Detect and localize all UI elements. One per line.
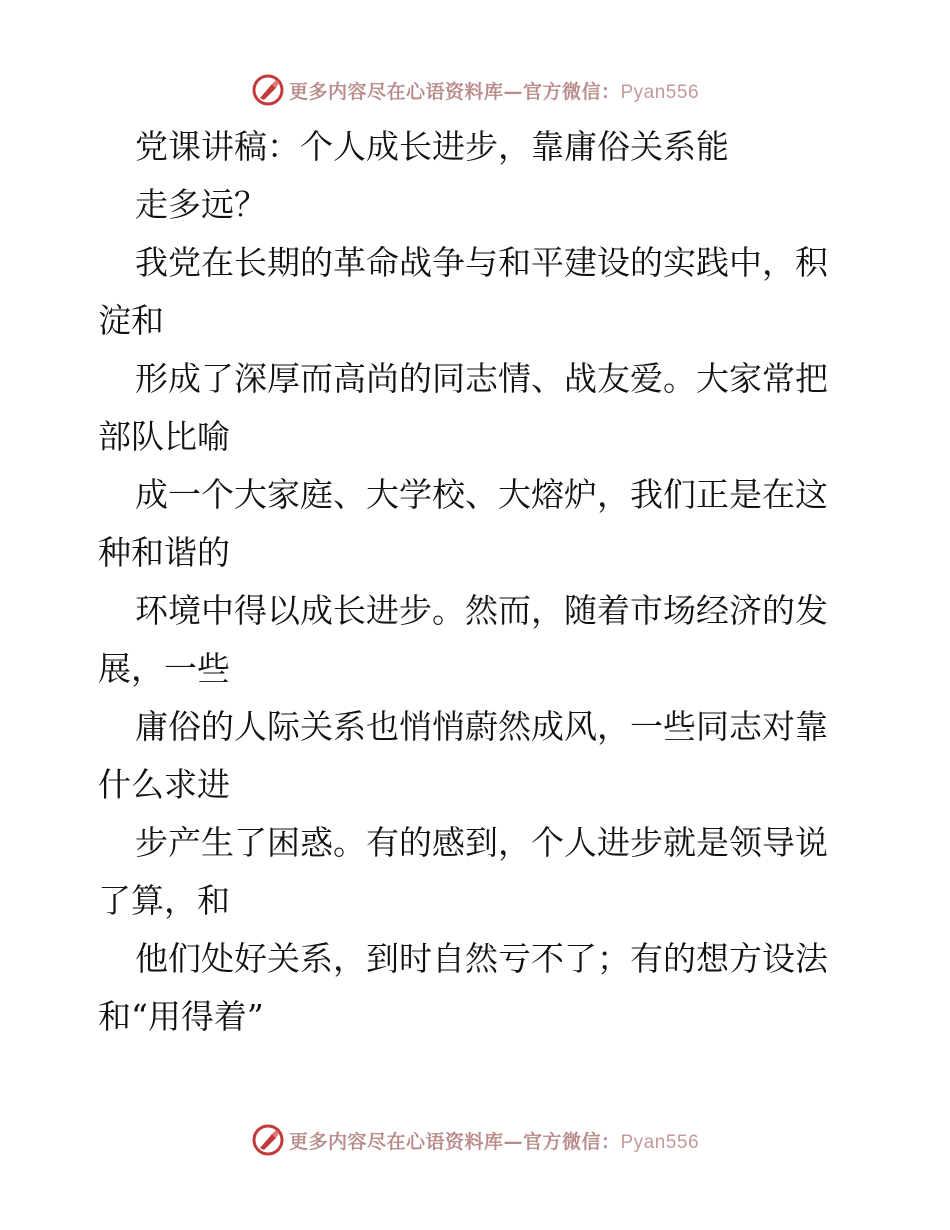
text-line: 形成了深厚而高尚的同志情、战友爱。大家常把 — [135, 359, 828, 398]
text-line: 部队比喻 — [98, 417, 230, 456]
text-line: 种和谐的 — [98, 533, 230, 572]
text-line: 步产生了困惑。有的感到，个人进步就是领导说 — [135, 823, 828, 862]
watermark-text: 更多内容尽在心语资料库—官方微信： — [288, 1130, 621, 1153]
footer-watermark — [0, 1122, 950, 1158]
pen-logo-icon — [251, 1123, 285, 1157]
text-line: 我党在长期的革命战争与和平建设的实践中，积 — [135, 243, 828, 282]
watermark-wechat-id: Pyan556 — [620, 1131, 700, 1153]
document-body — [98, 118, 858, 1046]
text-line: 走多远？ — [135, 185, 267, 224]
text-line: 他们处好关系，到时自然亏不了；有的想方设法 — [135, 939, 828, 978]
pen-logo-icon — [251, 73, 285, 107]
text-line: 党课讲稿：个人成长进步，靠庸俗关系能 — [135, 127, 729, 166]
watermark-wechat-id: Pyan556 — [620, 81, 700, 103]
header-watermark — [0, 72, 950, 108]
text-line: 成一个大家庭、大学校、大熔炉，我们正是在这 — [135, 475, 828, 514]
text-line: 展，一些 — [98, 649, 230, 688]
watermark-text: 更多内容尽在心语资料库—官方微信： — [288, 80, 621, 103]
text-line: 和“用得着” — [98, 997, 264, 1036]
text-line: 庸俗的人际关系也悄悄蔚然成风，一些同志对靠 — [135, 707, 828, 746]
text-line: 环境中得以成长进步。然而，随着市场经济的发 — [135, 591, 828, 630]
text-line: 淀和 — [98, 301, 164, 340]
text-line: 什么求进 — [98, 765, 230, 804]
text-line: 了算，和 — [98, 881, 230, 920]
